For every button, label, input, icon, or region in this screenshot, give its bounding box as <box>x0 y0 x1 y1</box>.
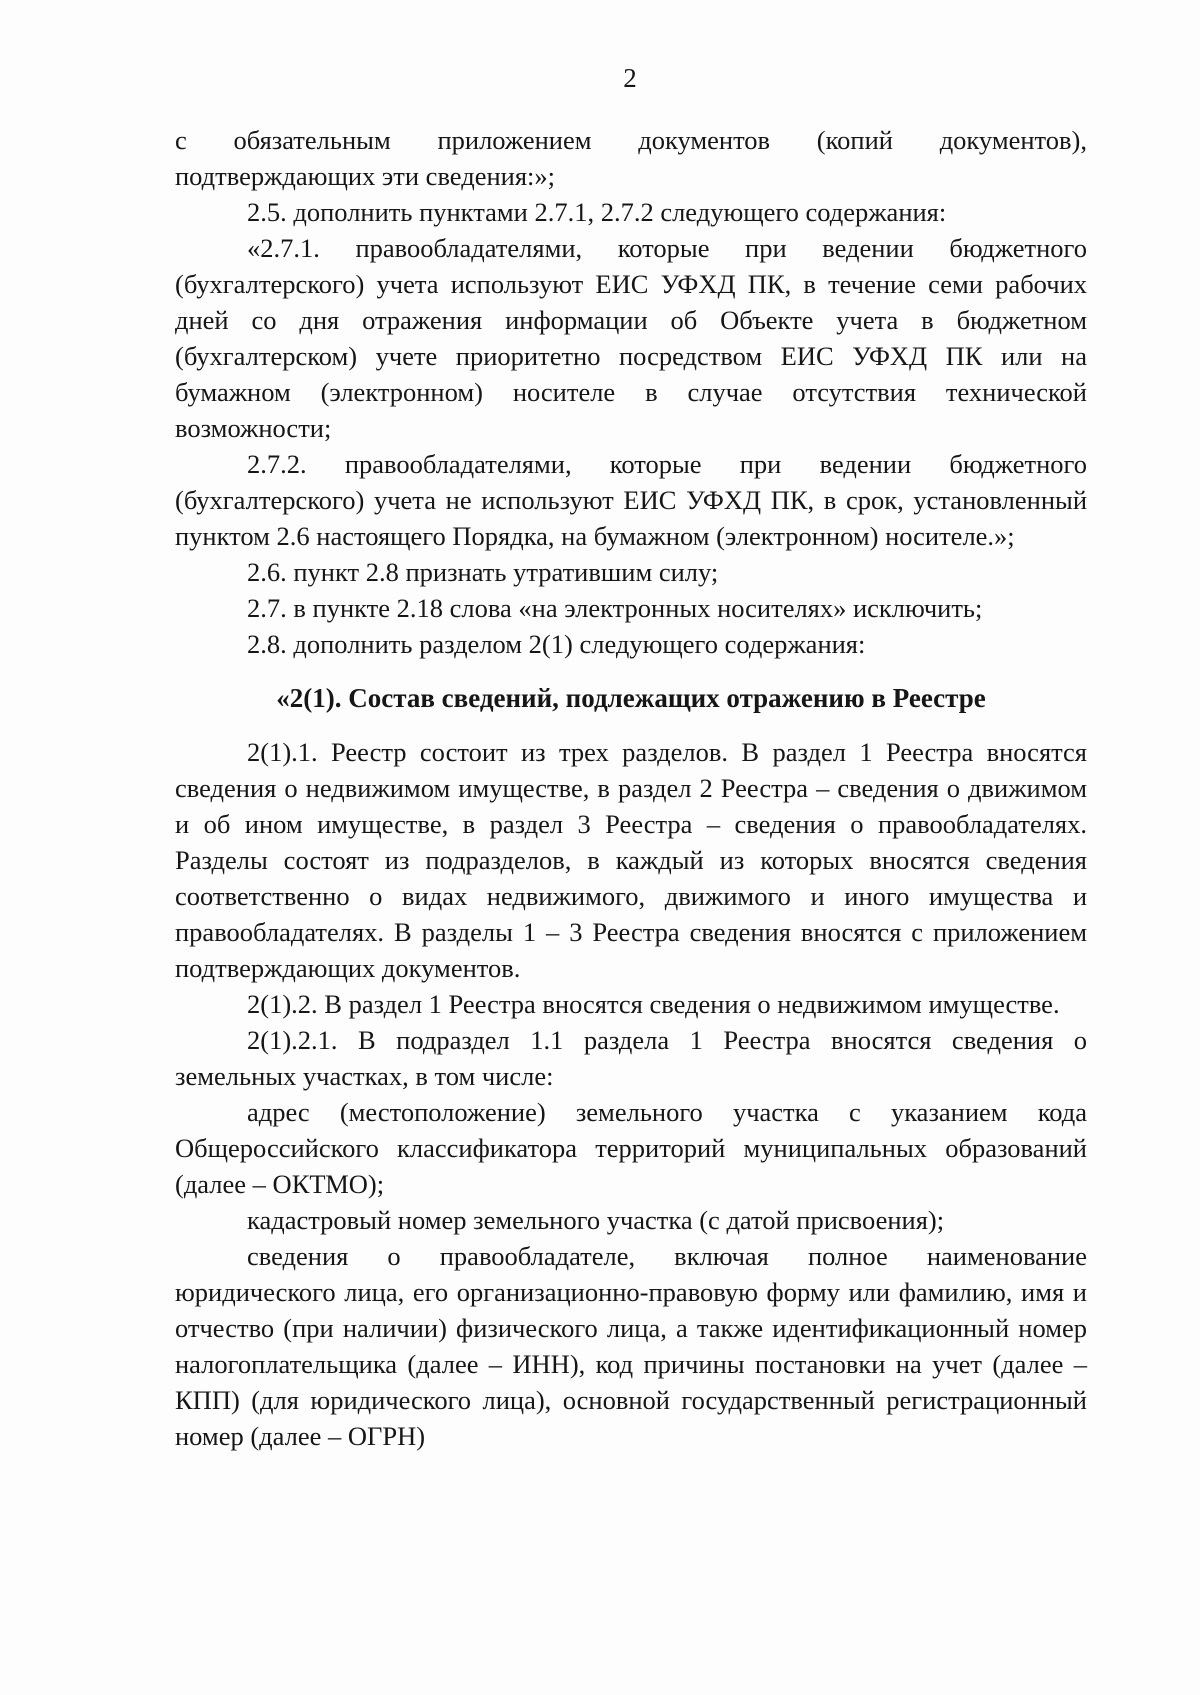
paragraph-2-1-2: 2(1).2. В раздел 1 Реестра вносятся сведения о недвижимом имуществе. <box>247 989 1060 1019</box>
paragraph-address: адрес (местоположение) земельного участка с указанием кода Общероссийского классификатора территорий муниципальных образований (далее – ОКТМО); <box>175 1097 1087 1199</box>
paragraph-2-7: 2.7. в пункте 2.18 слова «на электронных носителях» исключить; <box>247 593 983 623</box>
paragraph-2-7-1: «2.7.1. правообладателями, которые при ведении бюджетного (бухгалтерского) учета используют ЕИС УФХД ПК, в течение семи рабочих дней со дня отражения информации об Объекте учета в бюджетном (бухгалтерском) учете приоритетно посредством ЕИС УФХД ПК или на бумажном (электронном) носителе в случае отсутствия технической возможности; <box>175 233 1087 443</box>
section-heading: «2(1). Состав сведений, подлежащих отражению в Реестре <box>276 683 986 713</box>
document-body <box>175 122 1087 1454</box>
paragraph-continuation: с обязательным приложением документов (копий документов), подтверждающих эти сведения:»; <box>175 125 1087 191</box>
paragraph-2-1-1: 2(1).1. Реестр состоит из трех разделов. В раздел 1 Реестра вносятся сведения о недвижимом имуществе, в раздел 2 Реестра – сведения о движимом и об ином имуществе, в раздел 3 Реестра – сведения о правообладателях. Разделы состоят из подразделов, в каждый из которых вносятся сведения соответственно о видах недвижимого, движимого и иного имущества и правообладателях. В разделы 1 – 3 Реестра сведения вносятся с приложением подтверждающих документов. <box>175 737 1087 983</box>
paragraph-2-5: 2.5. дополнить пунктами 2.7.1, 2.7.2 следующего содержания: <box>247 197 947 227</box>
page-number: 2 <box>623 63 637 93</box>
paragraph-cadastral-number: кадастровый номер земельного участка (с датой присвоения); <box>247 1205 945 1235</box>
paragraph-2-6: 2.6. пункт 2.8 признать утратившим силу; <box>247 557 719 587</box>
paragraph-2-8: 2.8. дополнить разделом 2(1) следующего содержания: <box>247 629 866 659</box>
paragraph-rightholder: сведения о правообладателе, включая полное наименование юридического лица, его организационно-правовую форму или фамилию, имя и отчество (при наличии) физического лица, а также идентификационный номер налогоплательщика (далее – ИНН), код причины постановки на учет (далее – КПП) (для юридического лица), основной государственный регистрационный номер (далее – ОГРН) <box>175 1241 1087 1451</box>
paragraph-2-7-2: 2.7.2. правообладателями, которые при ведении бюджетного (бухгалтерского) учета не используют ЕИС УФХД ПК, в срок, установленный пунктом 2.6 настоящего Порядка, на бумажном (электронном) носителе.»; <box>175 449 1087 551</box>
paragraph-2-1-2-1: 2(1).2.1. В подраздел 1.1 раздела 1 Реестра вносятся сведения о земельных участках, в том числе: <box>175 1025 1087 1091</box>
